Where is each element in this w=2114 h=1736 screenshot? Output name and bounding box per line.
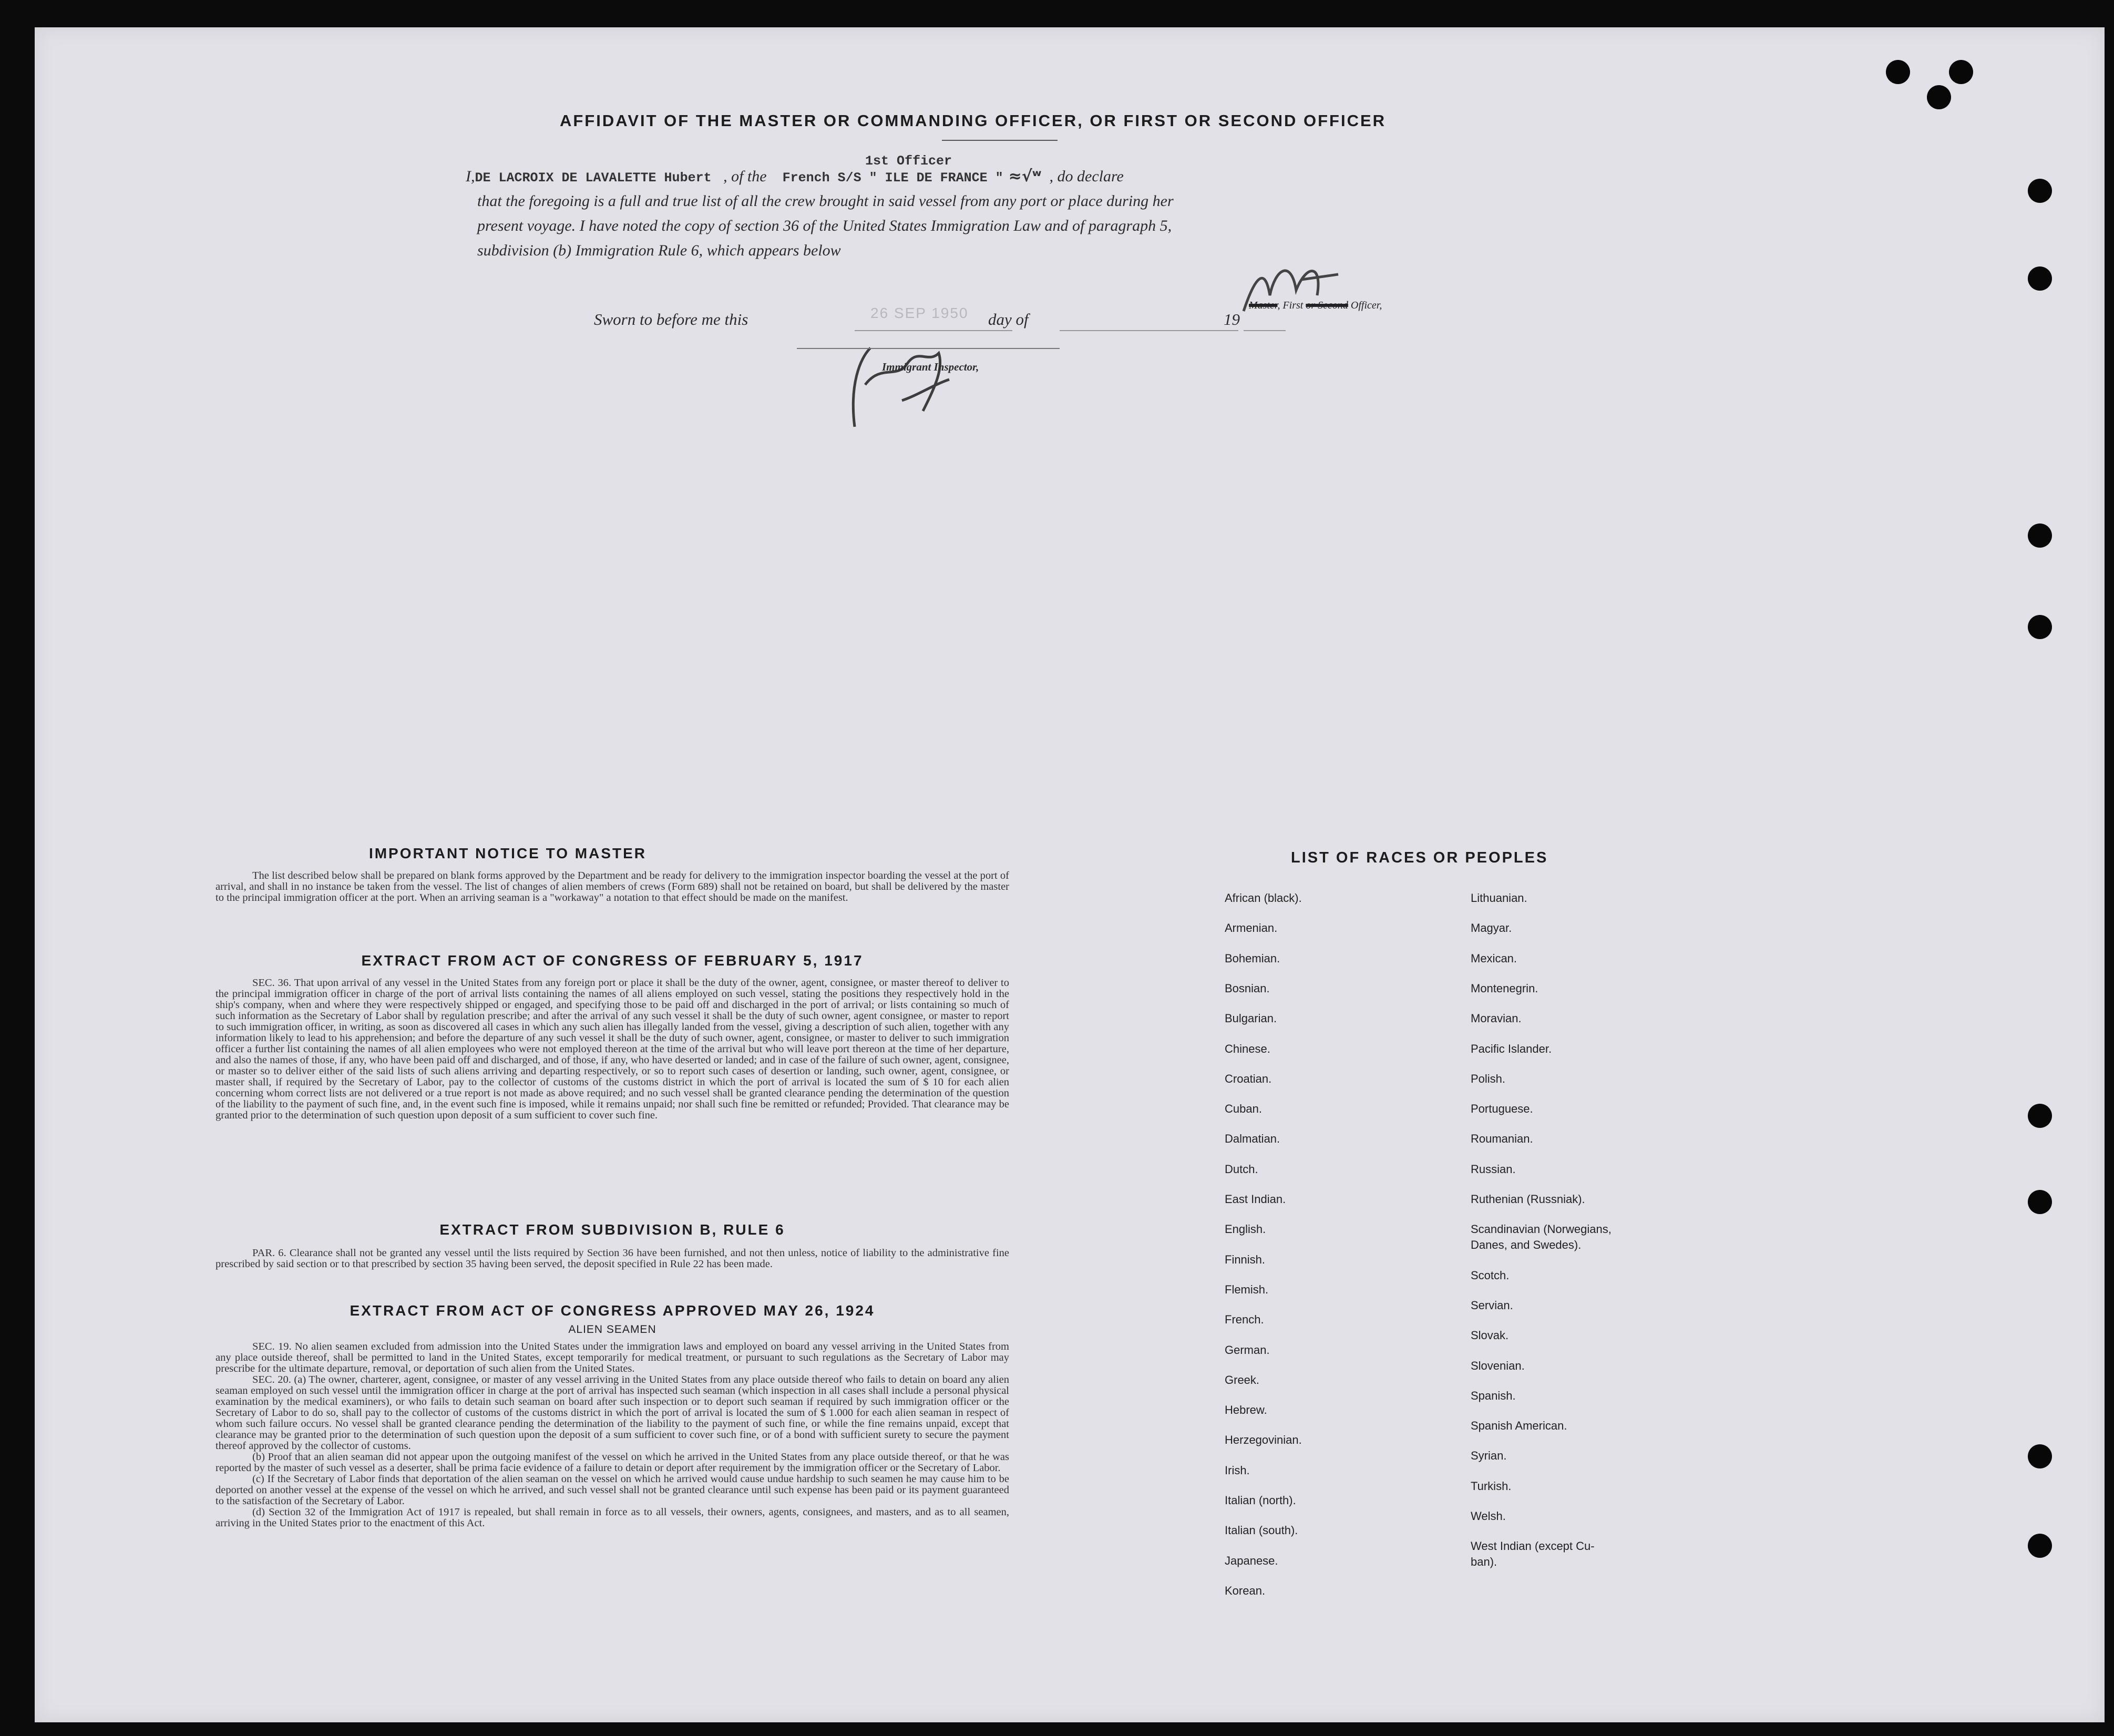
punch-hole <box>1927 85 1951 109</box>
race-item: Mexican. <box>1471 951 1517 965</box>
typed-ship-name: French S/S " ILE DE FRANCE " <box>782 170 1003 186</box>
of-the-label: , of the <box>723 168 767 185</box>
punch-hole <box>2028 1190 2052 1214</box>
race-item: Spanish American. <box>1471 1419 1567 1433</box>
punch-hole <box>2028 615 2052 639</box>
race-item: Lithuanian. <box>1471 891 1527 905</box>
extract-1924-heading: EXTRACT FROM ACT OF CONGRESS APPROVED MAY 26, 1924 <box>350 1302 875 1319</box>
race-item: Irish. <box>1225 1463 1250 1477</box>
day-of-label: day of <box>988 310 1029 328</box>
race-item: Russian. <box>1471 1162 1516 1176</box>
race-item: Dalmatian. <box>1225 1132 1280 1146</box>
race-item: East Indian. <box>1225 1193 1286 1206</box>
handwritten-scrawl: ≈√ʷ <box>1008 167 1042 186</box>
race-item: Welsh. <box>1471 1509 1506 1523</box>
punch-hole <box>2028 179 2052 203</box>
race-item: Armenian. <box>1225 921 1278 935</box>
month-blank-line <box>1060 330 1238 331</box>
inspector-label: Immigrant Inspector, <box>882 361 979 373</box>
race-item: Ruthenian (Russniak). <box>1471 1193 1585 1206</box>
race-item: Korean. <box>1225 1584 1266 1597</box>
race-item: Servian. <box>1471 1298 1513 1312</box>
inspector-signature <box>813 322 986 437</box>
section-36-paragraph: SEC. 36. That upon arrival of any vessel in the United States from any foreign port or place it shall be the duty of the owner, agent, consignee, or master thereof to deliver to the principal immigration officer in charge of the port of arrival lists containing the names of all aliens employed on such vessel, stating the positions they respectively hold in the ship's company, when and where they were respectively shipped or engaged, and specifying those to be paid off and discharged in the port of arrival; or lists containing so much of such information as the Secretary of Labor shall by regulation prescribe; and after the arrival of any such vessel it shall be the duty of such owner, agent consignee, or master to report to such immigration officer, in writing, as soon as discovered all cases in which any such alien has illegally landed from the vessel, giving a description of such alien, together with any information likely to lead to his apprehension; and before the departure of any such vessel it shall be the duty of such owner, agent, consignee, or master to deliver to such immigration officer a further list containing the names of all alien employees who were not employed thereon at the time of the arrival but who will leave port thereon at the time of her departure, and also the names of those, if any, who have been paid off and discharged, and of those, if any, who have deserted or landed; and in case of the failure of such owner, agent, consignee, or master so to deliver either of the said lists of such aliens arriving and departing respectively, or so to report such cases of desertion or landing, such owner, agent, consignee, or master shall, if required by the Secretary of Labor, pay to the collector of customs of the customs district in which the port of arrival is located the sum of $ 10 for each alien concerning whom correct lists are not delivered or a true report is not made as above required; and no such vessel shall be granted clearance pending the determination of the question of the liability to the payment of such fine, and, in the event such fine is imposed, while it remains unpaid; nor shall such fine be remitted or refunded; Provided. That clearance may be granted prior to the determination of such question upon deposit of a sum sufficient to cover such fine. <box>215 977 1009 1121</box>
declaration-line-3: present voyage. I have noted the copy of section 36 of the United States Immigration Law and of paragraph 5, <box>477 217 1172 234</box>
extract-1917-heading: EXTRACT FROM ACT OF CONGRESS OF FEBRUARY 5, 1917 <box>361 952 864 969</box>
race-item: Croatian. <box>1225 1072 1272 1085</box>
subdivision-text <box>215 1248 1009 1270</box>
i-prefix: I, <box>466 168 475 185</box>
declaration-line-2: that the foregoing is a full and true list of all the crew brought in said vessel from any port or place during her <box>477 192 1174 210</box>
punch-hole <box>1949 60 1973 84</box>
race-item: Chinese. <box>1225 1042 1270 1055</box>
race-item: African (black). <box>1225 891 1302 905</box>
punch-hole <box>2028 523 2052 548</box>
race-item: Scotch. <box>1471 1268 1510 1282</box>
extract-1924-text <box>215 1341 1009 1529</box>
race-item: Slovenian. <box>1471 1359 1525 1372</box>
notice-heading: IMPORTANT NOTICE TO MASTER <box>368 845 647 861</box>
sec-19-paragraph: SEC. 19. No alien seamen excluded from admission into the United States under the immigration laws and employed on board any vessel arriving in the United States from any place outside thereof, shall be permitted to land in the United States, except temporarily for medical treatment, or pursuant to such regulations as the Secretary of Labor may prescribe for the ultimate departure, removal, or deportation of such alien from the United States. <box>215 1341 1009 1374</box>
do-declare-label: , do declare <box>1049 168 1124 185</box>
race-item: Italian (north). <box>1225 1494 1296 1507</box>
race-item: Spanish. <box>1471 1389 1516 1402</box>
race-item: Magyar. <box>1471 921 1512 935</box>
punch-hole <box>2028 1444 2052 1468</box>
second-label-struck: or Second <box>1306 300 1348 311</box>
race-item: Bulgarian. <box>1225 1012 1277 1025</box>
race-item: German. <box>1225 1343 1270 1357</box>
race-item: Slovak. <box>1471 1329 1509 1342</box>
par-6-paragraph: PAR. 6. Clearance shall not be granted any vessel until the lists required by Section 36 have been furnished, and not then unless, notice of liability to the administrative fine prescribed by said section or to that prescribed by section 35 having been served, the deposit specified in Rule 22 has been made. <box>215 1247 1009 1270</box>
typed-officer-name: DE LACROIX DE LAVALETTE Hubert <box>475 170 712 186</box>
race-item: Moravian. <box>1471 1012 1522 1025</box>
race-item: Flemish. <box>1225 1282 1269 1296</box>
race-item: Syrian. <box>1471 1449 1507 1463</box>
sec-20b-paragraph: (b) Proof that an alien seaman did not appear upon the outgoing manifest of the vessel on which he arrived in the United States from any place outside thereof, or that he was reported by the master of such vessel as a deserter, shall be prima facie evidence of a failure to detain or deport after requirement by the immigration officer or the Secretary of Labor. <box>215 1451 1009 1474</box>
race-item: Italian (south). <box>1225 1524 1298 1537</box>
punch-hole <box>2028 266 2052 291</box>
heading-rule <box>942 140 1058 141</box>
race-item: Cuban. <box>1225 1102 1262 1116</box>
punch-hole <box>2028 1534 2052 1558</box>
race-item: Turkish. <box>1471 1479 1512 1493</box>
race-item: Portuguese. <box>1471 1102 1533 1116</box>
race-item: English. <box>1225 1223 1266 1236</box>
race-item: Bohemian. <box>1225 951 1280 965</box>
race-item: Dutch. <box>1225 1162 1258 1176</box>
race-item: Roumanian. <box>1471 1132 1533 1146</box>
subdivision-heading: EXTRACT FROM SUBDIVISION B, RULE 6 <box>439 1221 785 1238</box>
officer-label: Officer, <box>1350 300 1382 311</box>
officer-rank-line <box>1249 300 1382 312</box>
date-stamp: 26 SEP 1950 <box>870 305 969 321</box>
sec-20c-paragraph: (c) If the Secretary of Labor finds that deportation of the alien seaman on the vessel on which he arrived would cause undue hardship to such seamen he may cause him to be deported on another vessel at the expense of the vessel on which he arrived, and such vessel shall not be granted clearance until such expense has been paid or its payment guaranteed to the satisfaction of the Secretary of Labor. <box>215 1473 1009 1507</box>
declaration-line-1 <box>466 167 1124 186</box>
year-blank-line <box>1244 330 1286 331</box>
race-item: Herzegovinian. <box>1225 1433 1302 1447</box>
race-item: Finnish. <box>1225 1252 1266 1266</box>
race-item: Hebrew. <box>1225 1403 1267 1417</box>
notice-paragraph: The list described below shall be prepared on blank forms approved by the Department and be ready for delivery to the immigration inspector boarding the vessel at the port of arrival, and shall in no instance be taken from the vessel. The list of changes of alien members of crews (Form 689) shall not be retained on board, but shall be delivered by the master to the principal immigration officer at the port. When an arriving seaman is a "workaway" a notation to that effect should be made on the manifest. <box>215 870 1009 903</box>
first-label: , First <box>1277 300 1304 311</box>
race-item: Bosnian. <box>1225 981 1270 995</box>
race-item: Greek. <box>1225 1373 1260 1386</box>
alien-seamen-subheading: ALIEN SEAMEN <box>568 1323 656 1336</box>
inspector-signature-line <box>797 348 1060 349</box>
punch-hole <box>2028 1104 2052 1128</box>
race-item: West Indian (except Cu- ban). <box>1471 1539 1595 1569</box>
race-item: Scandinavian (Norwegians, Danes, and Swedes). <box>1471 1223 1612 1252</box>
sworn-text: Sworn to before me this <box>594 310 748 328</box>
race-item: Polish. <box>1471 1072 1506 1085</box>
extract-1917-text <box>215 978 1009 1121</box>
master-label-struck: Master <box>1249 300 1278 311</box>
affidavit-heading: AFFIDAVIT OF THE MASTER OR COMMANDING OFFICER, OR FIRST OR SECOND OFFICER <box>559 111 1387 130</box>
document-page <box>35 27 2105 1722</box>
punch-hole <box>1886 60 1910 84</box>
declaration-line-4: subdivision (b) Immigration Rule 6, which appears below <box>477 242 841 259</box>
race-item: Japanese. <box>1225 1554 1278 1567</box>
notice-text <box>215 870 1009 903</box>
typed-rank: 1st Officer <box>865 153 952 169</box>
races-heading: LIST OF RACES OR PEOPLES <box>1291 849 1548 866</box>
year-prefix: 19 <box>1224 310 1240 328</box>
race-item: Pacific Islander. <box>1471 1042 1552 1055</box>
race-item: Montenegrin. <box>1471 981 1538 995</box>
sec-20a-paragraph: SEC. 20. (a) The owner, charterer, agent, consignee, or master of any vessel arriving in the United States from any place outside thereof who fails to detain on board any alien seaman employed on such vessel until the immigration officer in charge at the port of arrival has inspected such seaman (which inspection in all cases shall include a personal physical examination by the medical examiners), or who fails to detain such seaman on board after such inspection or to deport such seaman if required by such immigration officer or the Secretary of Labor to do so, shall pay to the collector of customs of the customs district in which the port of arrival is located the sum of $ 1.000 for each alien seaman in respect of whom such failure occurs. No vessel shall be granted clearance pending the determination of the liability to the payment of such fine, or while the fine remains unpaid, except that clearance may be granted prior to the determination of such question upon the deposit of a sum sufficient to cover such fine, or of a bond with sufficient surety to secure the payment thereof approved by the collector of customs. <box>215 1374 1009 1452</box>
race-item: French. <box>1225 1313 1264 1327</box>
sec-20d-paragraph: (d) Section 32 of the Immigration Act of 1917 is repealed, but shall remain in force as to all vessels, their owners, agents, consignees, and masters, and as to all seamen, arriving in the United States prior to the enactment of this Act. <box>215 1506 1009 1529</box>
